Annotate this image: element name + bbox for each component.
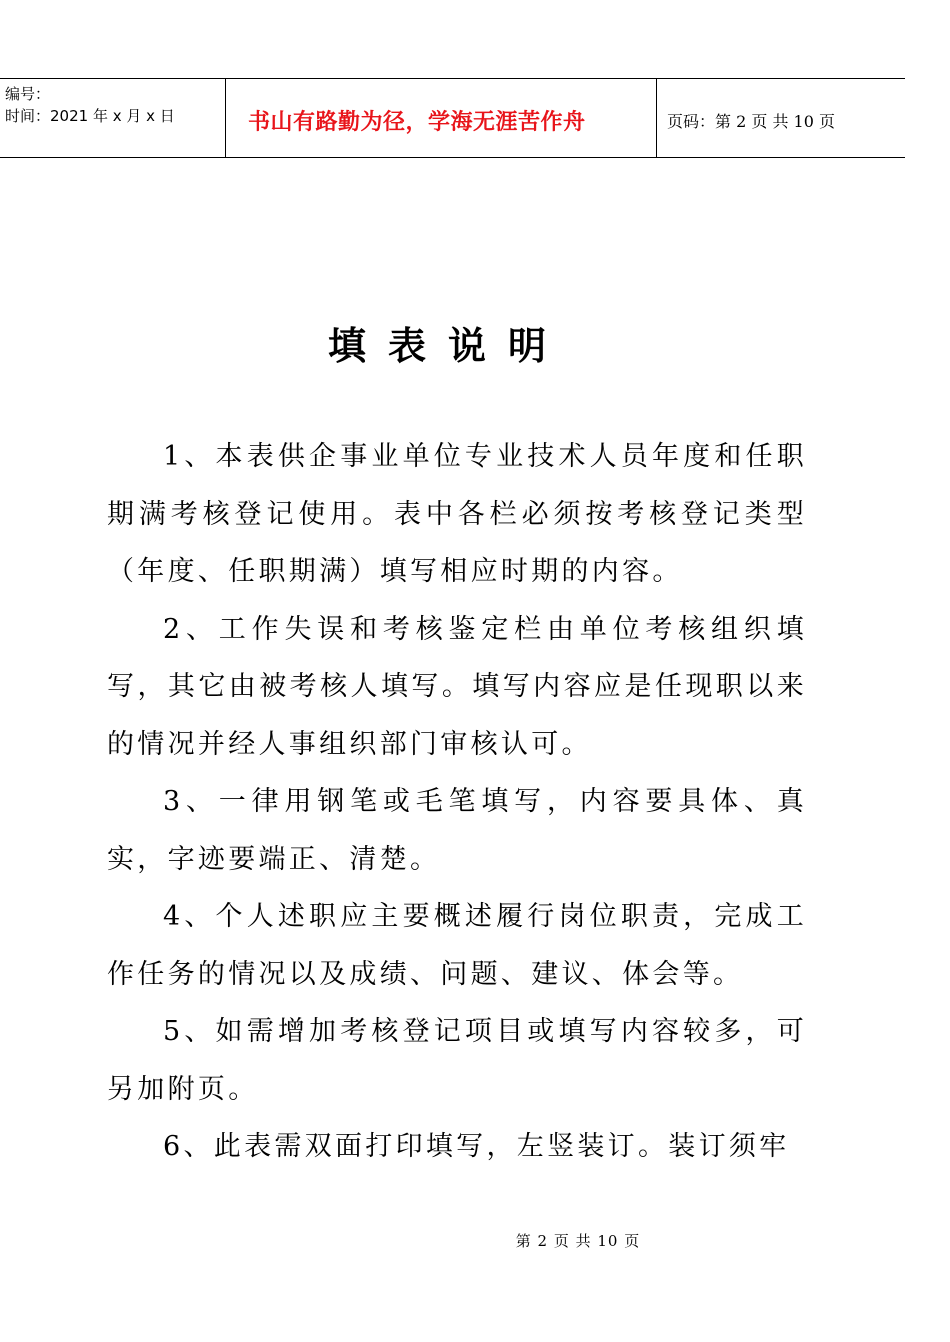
header-middle-cell	[226, 79, 657, 157]
header-right-cell	[657, 79, 905, 157]
instructions-body	[107, 428, 807, 1176]
page-footer: 第 2 页 共 10 页	[515, 1232, 641, 1250]
header-left-cell	[0, 79, 226, 157]
instruction-paragraph-3: 3、一律用钢笔或毛笔填写，内容要具体、真实，字迹要端正、清楚。	[107, 786, 807, 875]
instruction-paragraph-6: 6、此表需双面打印填写，左竖装订。装订须牢	[163, 1131, 790, 1162]
page-header	[0, 78, 905, 158]
instruction-paragraph-2: 2、工作失误和考核鉴定栏由单位考核组织填写，其它由被考核人填写。填写内容应是任现职以来的情况并经人事组织部门审核认可。	[107, 613, 807, 760]
header-page-info: 页码：第 2 页 共 10 页	[667, 112, 835, 131]
document-time-label: 时间：2021 年 x 月 x 日	[5, 107, 175, 125]
document-number-label: 编号：	[5, 85, 51, 103]
instruction-paragraph-1: 1、本表供企事业单位专业技术人员年度和任职期满考核登记使用。表中各栏必须按考核登记类型（年度、任职期满）填写相应时期的内容。	[107, 441, 807, 587]
page-title: 填表说明	[327, 323, 568, 368]
instruction-paragraph-4: 4、个人述职应主要概述履行岗位职责，完成工作任务的情况以及成绩、问题、建议、体会等。	[107, 901, 807, 990]
header-motto: 书山有路勤为径，学海无涯苦作舟	[248, 109, 586, 135]
instruction-paragraph-5: 5、如需增加考核登记项目或填写内容较多，可另加附页。	[107, 1016, 807, 1105]
